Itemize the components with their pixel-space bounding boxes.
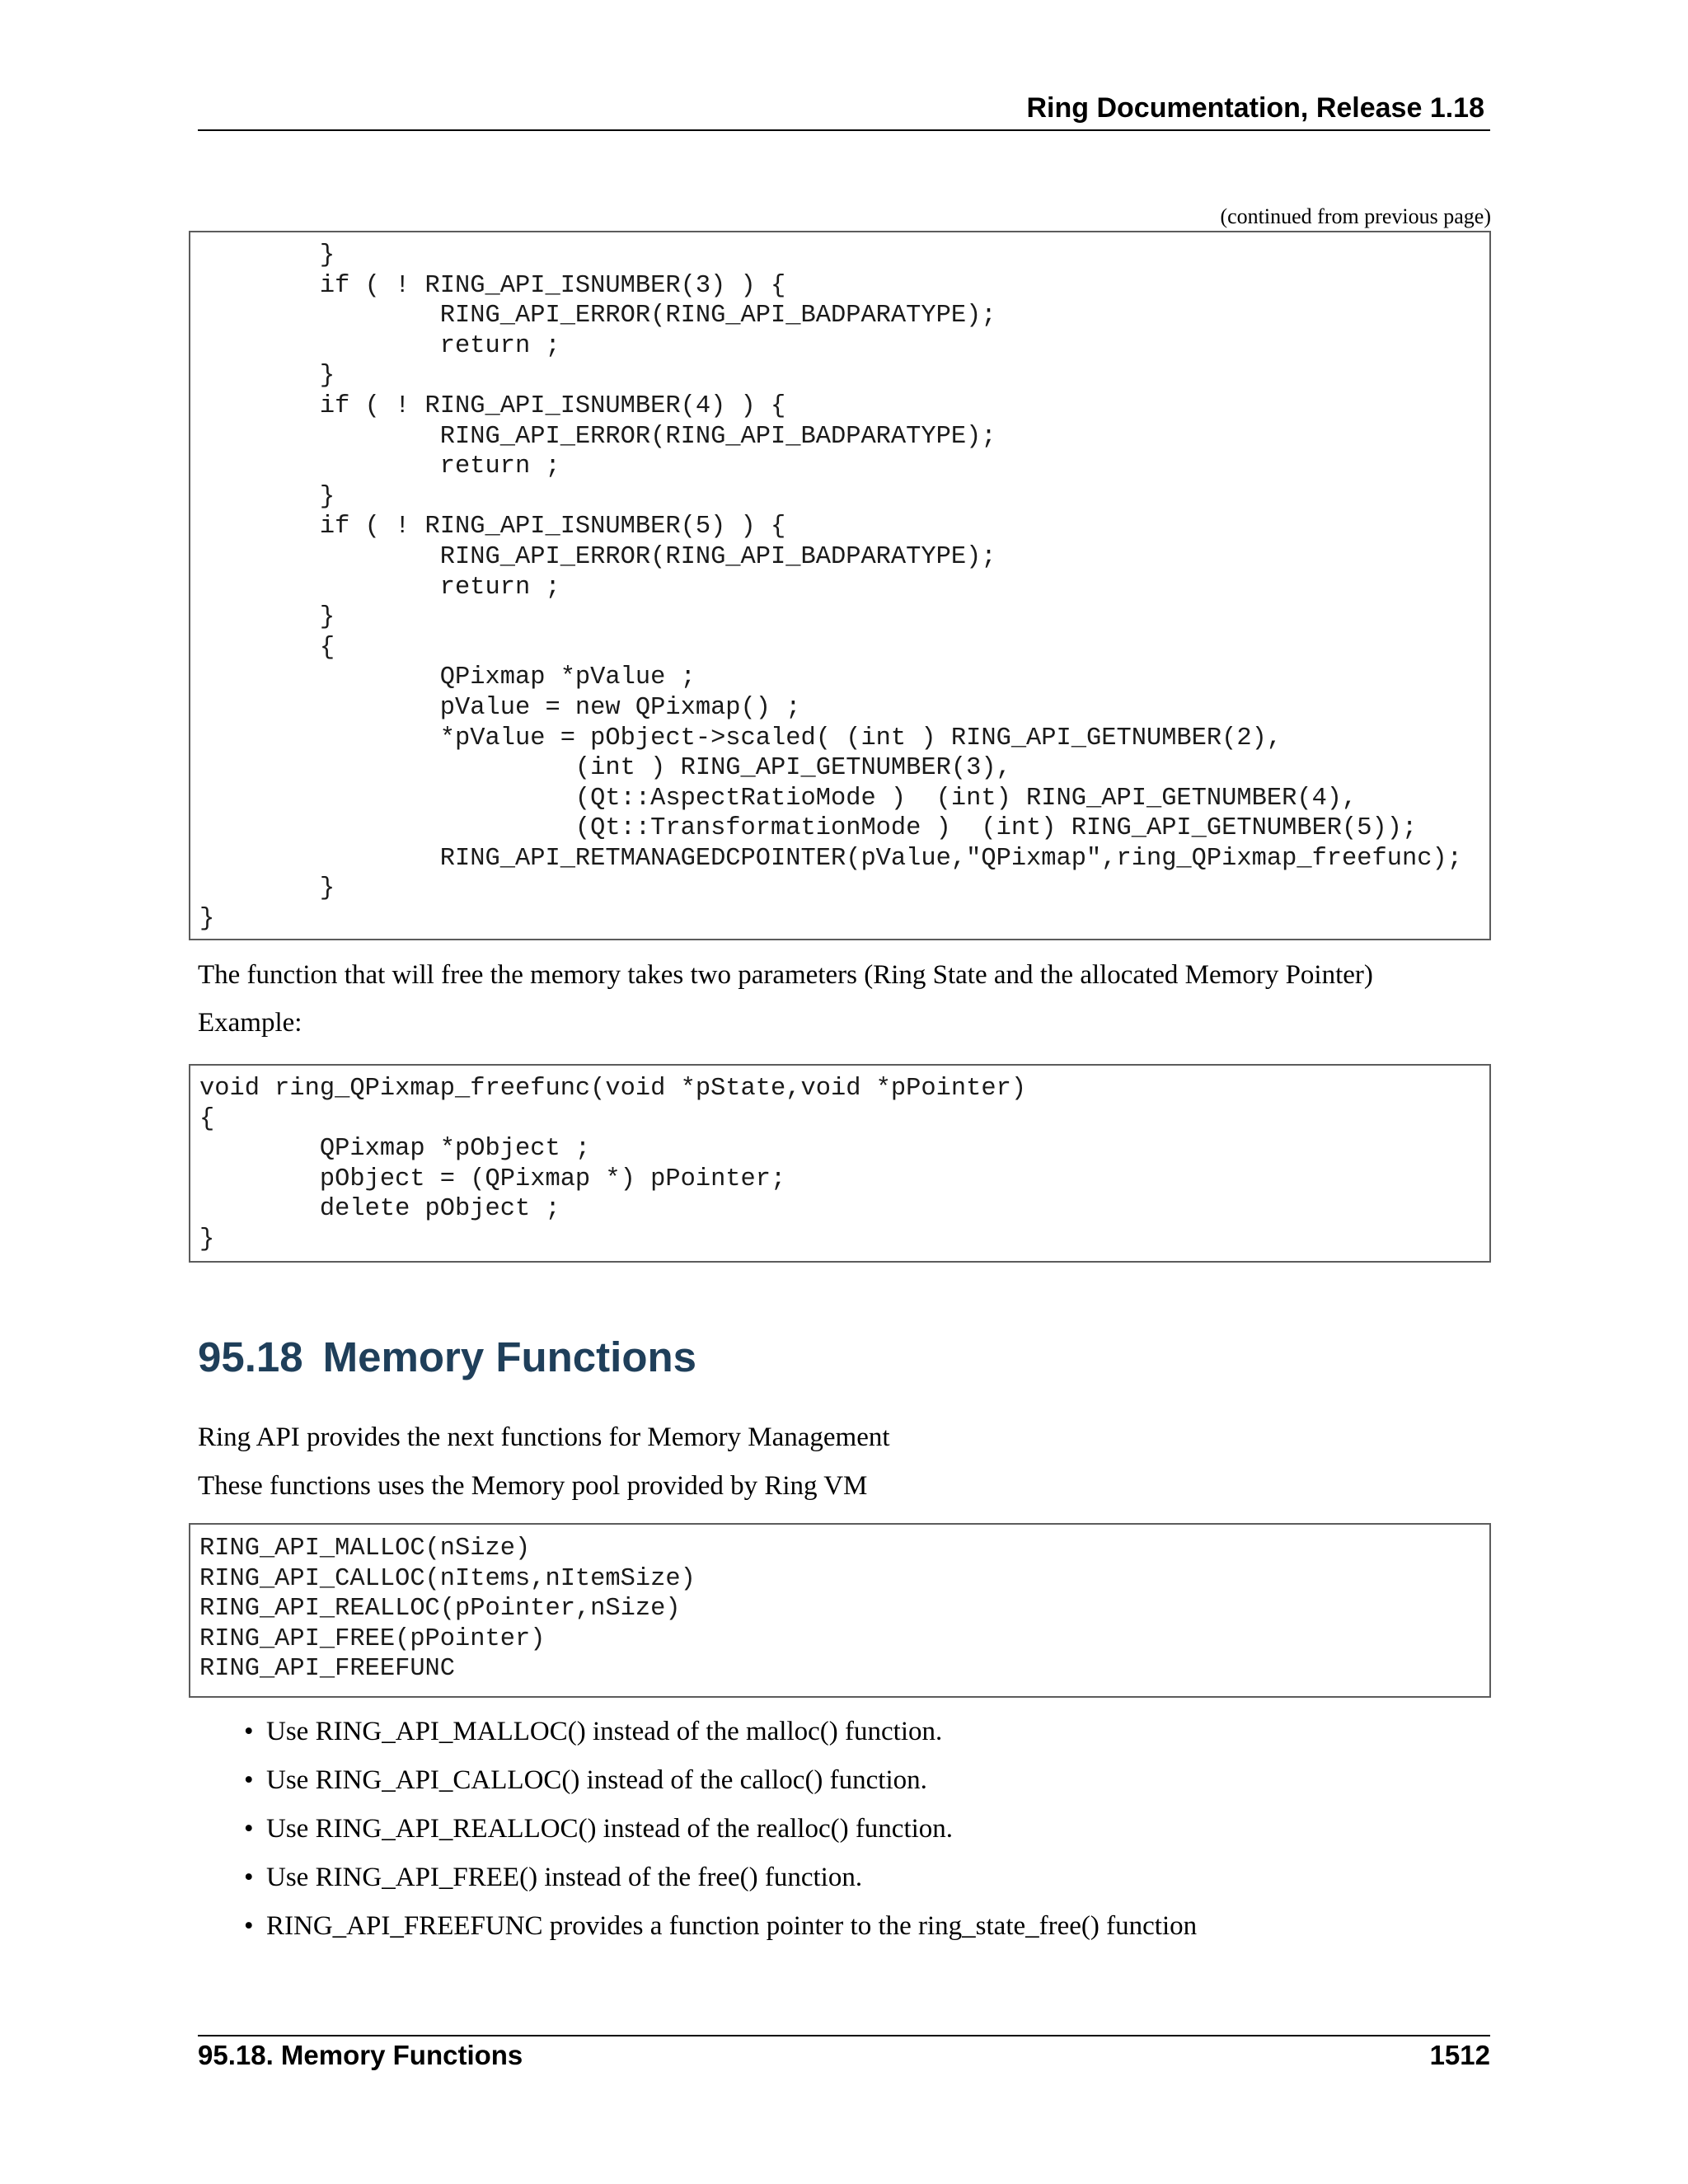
footer-page-number: 1512 [1429,2040,1490,2070]
bullet-glyph: • [244,1717,254,1746]
continued-note: (continued from previous page) [1220,204,1491,228]
header-divider [198,129,1490,131]
paragraph-pool-desc: These functions uses the Memory pool provided by Ring VM [198,1471,868,1501]
section-heading [198,1333,696,1381]
list-item-text: Use RING_API_CALLOC() instead of the calloc() function. [266,1765,927,1795]
code-block-memory-functions [189,1523,1491,1698]
list-item-text: Use RING_API_REALLOC() instead of the realloc() function. [266,1814,954,1844]
bullet-glyph: • [244,1863,254,1892]
list-item-text: Use RING_API_MALLOC() instead of the malloc() function. [266,1717,943,1746]
code-block-qpixmap-scaled [189,231,1491,940]
running-header-title: Ring Documentation, Release 1.18 [1026,92,1484,124]
code-text-qpixmap-scaled: } if ( ! RING_API_ISNUMBER(3) ) { RING_API_ERROR(RING_API_BADPARATYPE); return ; } if ( ! RING_API_ISNUMBER(4) ) { RING_API_ERROR(RING_API_BADPARATYPE); return ; } if ( ! RING_API_ISNUMBER(5) ) { RING_API_ERROR(RING_API_BADPARATYPE); return ; } { QPixmap *pValue ; pValue = new QPixmap() ; *pValue = pObject->scaled( (int ) RING_API_GETNUMBER(2), (int ) RING_API_GETNUMBER(3), (Qt::AspectRatioMode ) (int) RING_API_GETNUMBER(4), (Qt::TransformationMode ) (int) RING_API_GETNUMBER(5)); RING_API_RETMANAGEDCPOINTER(pValue,"QPixmap",ring_QPixmap_freefunc); } } [199,241,1462,934]
paragraph-free-memory: The function that will free the memory takes two parameters (Ring State and the allocated Memory Pointer) [198,960,1373,990]
list-item-text: RING_API_FREEFUNC provides a function pointer to the ring_state_free() function [266,1911,1198,1941]
code-text-freefunc-example: void ring_QPixmap_freefunc(void *pState,void *pPointer) { QPixmap *pObject ; pObject = (QPixmap *) pPointer; delete pObject ; } [199,1075,1027,1254]
footer-divider [198,2035,1490,2036]
list-item-text: Use RING_API_FREE() instead of the free() function. [266,1863,863,1892]
section-number: 95.18 [198,1333,303,1380]
code-text-memory-functions: RING_API_MALLOC(nSize) RING_API_CALLOC(nItems,nItemSize) RING_API_REALLOC(pPointer,nSize) RING_API_FREE(pPointer) RING_API_FREEFUNC [199,1535,696,1684]
code-block-freefunc-example [189,1064,1491,1263]
bullet-glyph: • [244,1814,254,1844]
footer-section-label: 95.18. Memory Functions [198,2040,523,2070]
bullet-glyph: • [244,1911,254,1941]
paragraph-api-intro: Ring API provides the next functions for Memory Management [198,1422,890,1452]
bullet-glyph: • [244,1765,254,1795]
section-title: Memory Functions [322,1333,696,1380]
paragraph-example-label: Example: [198,1008,302,1038]
